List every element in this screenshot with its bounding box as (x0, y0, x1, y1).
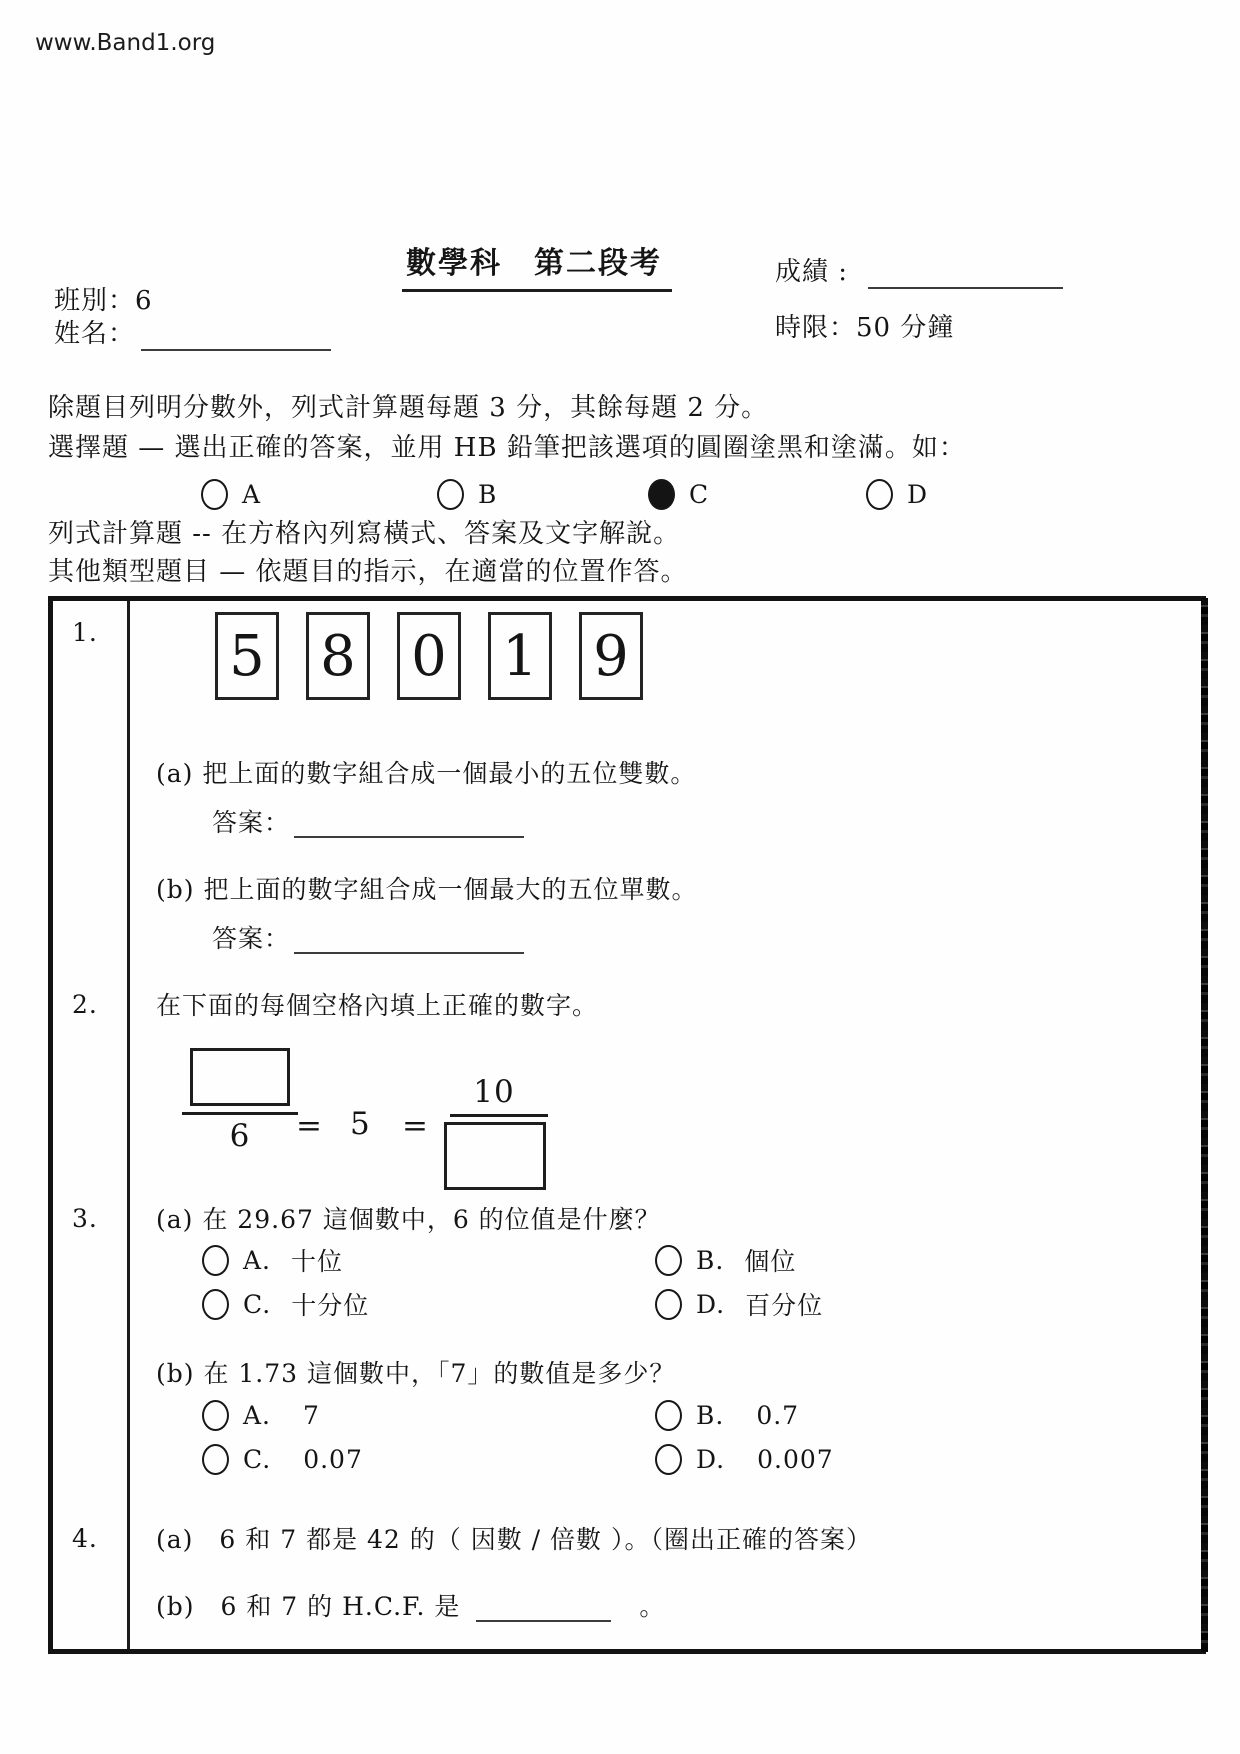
option-text: 0.7 (756, 1401, 800, 1430)
q3b-option-b-circle[interactable] (655, 1400, 682, 1431)
q1-part-a-text: (a) 把上面的數字組合成一個最小的五位雙數。 (156, 759, 697, 788)
number-column-divider (127, 601, 130, 1649)
option-label: C. (243, 1445, 272, 1474)
option-text: 十位 (291, 1247, 344, 1276)
q1-answer-b-row (212, 922, 524, 954)
q3a-option-a-circle[interactable] (202, 1245, 229, 1276)
example-option-c (648, 479, 709, 510)
option-text: 7 (303, 1401, 320, 1430)
option-text: 十分位 (291, 1291, 370, 1320)
instruction-line-1: 除題目列明分數外，列式計算題每題 3 分，其餘每題 2 分。 (48, 393, 769, 423)
example-option-d (866, 479, 928, 510)
option-text: 個位 (744, 1247, 797, 1276)
score-label: 成績 : (775, 257, 849, 287)
q3a-option-c-circle[interactable] (202, 1289, 229, 1320)
example-option-label: C (689, 480, 710, 509)
example-option-label: B (478, 480, 498, 509)
q3b-option-b (655, 1400, 799, 1431)
q4-part-b-blank[interactable] (476, 1590, 611, 1622)
example-option-b (437, 479, 497, 510)
q3b-option-c-circle[interactable] (202, 1444, 229, 1475)
option-label: A. (243, 1245, 272, 1275)
instruction-line-4: 其他類型題目 — 依題目的指示，在適當的位置作答。 (48, 557, 688, 587)
q4-part-a-text: (a) 6 和 7 都是 42 的（ 因數 / 倍數 ）。（圈出正確的答案） (156, 1525, 872, 1554)
q3b-option-a-circle[interactable] (202, 1400, 229, 1431)
q1-answer-a-label: 答案： (212, 807, 291, 837)
q2-prompt: 在下面的每個空格內填上正確的數字。 (156, 991, 599, 1020)
question-4-number: 4. (72, 1524, 98, 1553)
q3b-option-a (202, 1400, 320, 1431)
q2-middle-value: 5 (350, 1106, 371, 1142)
q3a-option-c (202, 1286, 369, 1322)
score-field (775, 256, 1063, 289)
option-label: D. (696, 1289, 726, 1319)
example-option-label: D (907, 480, 929, 509)
time-limit-label: 時限：50 分鐘 (775, 313, 955, 343)
digit-card: 9 (579, 612, 643, 700)
question-1-number: 1. (72, 618, 98, 647)
q1-answer-a-row (212, 806, 524, 838)
q2-fraction1-numerator-box[interactable] (190, 1048, 290, 1106)
name-field (54, 318, 331, 351)
q2-fraction1-bar (182, 1112, 298, 1115)
class-field: 班別：6 (54, 286, 153, 316)
q1-answer-b-label: 答案： (212, 923, 291, 953)
digit-card: 8 (306, 612, 370, 700)
option-label: A. (243, 1401, 272, 1430)
option-label: B. (696, 1401, 725, 1430)
q2-fraction2-bar (450, 1114, 548, 1117)
watermark-url: www.Band1.org (35, 30, 216, 56)
question-2-number: 2. (72, 990, 98, 1019)
q1-answer-a-blank[interactable] (294, 806, 524, 838)
q1-part-b-text: (b) 把上面的數字組合成一個最大的五位單數。 (156, 875, 698, 904)
option-label: B. (696, 1245, 725, 1275)
question-3-number: 3. (72, 1204, 98, 1233)
option-label: C. (243, 1289, 272, 1319)
q3a-option-a (202, 1242, 343, 1278)
q2-fraction2-denominator-box[interactable] (444, 1122, 546, 1190)
q3b-option-d (655, 1444, 834, 1475)
q3a-option-d (655, 1286, 823, 1322)
name-blank[interactable] (141, 319, 331, 351)
q4-part-b-text: (b) 6 和 7 的 H.C.F. 是 (156, 1591, 461, 1621)
q3b-option-d-circle[interactable] (655, 1444, 682, 1475)
q3-part-b-prompt: (b) 在 1.73 這個數中，「7」的數值是多少？ (156, 1359, 676, 1388)
instruction-line-2: 選擇題 — 選出正確的答案，並用 HB 鉛筆把該選項的圓圈塗黑和塗滿。如： (48, 433, 966, 463)
example-option-label: A (242, 480, 262, 509)
example-circle-a-icon (201, 479, 228, 510)
q3a-option-d-circle[interactable] (655, 1289, 682, 1320)
q2-equals-2: = (402, 1108, 429, 1144)
option-text: 0.007 (757, 1445, 834, 1474)
q4-part-b-row (156, 1590, 665, 1622)
q3b-option-c (202, 1444, 363, 1475)
q3-part-a-prompt: (a) 在 29.67 這個數中，6 的位值是什麼？ (156, 1205, 661, 1234)
example-option-a (201, 479, 261, 510)
option-text: 百分位 (745, 1291, 824, 1320)
example-circle-b-icon (437, 479, 464, 510)
instruction-line-3: 列式計算題 -- 在方格內列寫橫式、答案及文字解說。 (48, 519, 681, 549)
exam-title: 數學科 第二段考 (402, 238, 672, 292)
digit-card: 5 (215, 612, 279, 700)
score-blank[interactable] (868, 257, 1063, 289)
q4-part-b-period: 。 (639, 1591, 666, 1621)
q2-fraction1-denominator: 6 (229, 1118, 251, 1154)
option-label: D. (696, 1445, 726, 1474)
digit-card: 1 (488, 612, 552, 700)
option-text: 0.07 (303, 1445, 363, 1474)
q2-equals-1: = (296, 1108, 323, 1144)
q3a-option-b-circle[interactable] (655, 1245, 682, 1276)
name-label: 姓名： (54, 319, 136, 349)
q2-fraction2-numerator: 10 (473, 1074, 515, 1110)
digit-card-row (215, 612, 643, 700)
example-circle-c-filled-icon (648, 479, 675, 510)
q1-answer-b-blank[interactable] (294, 922, 524, 954)
example-circle-d-icon (866, 479, 893, 510)
q3a-option-b (655, 1242, 796, 1278)
digit-card: 0 (397, 612, 461, 700)
scan-edge-artifact (1201, 598, 1208, 1652)
